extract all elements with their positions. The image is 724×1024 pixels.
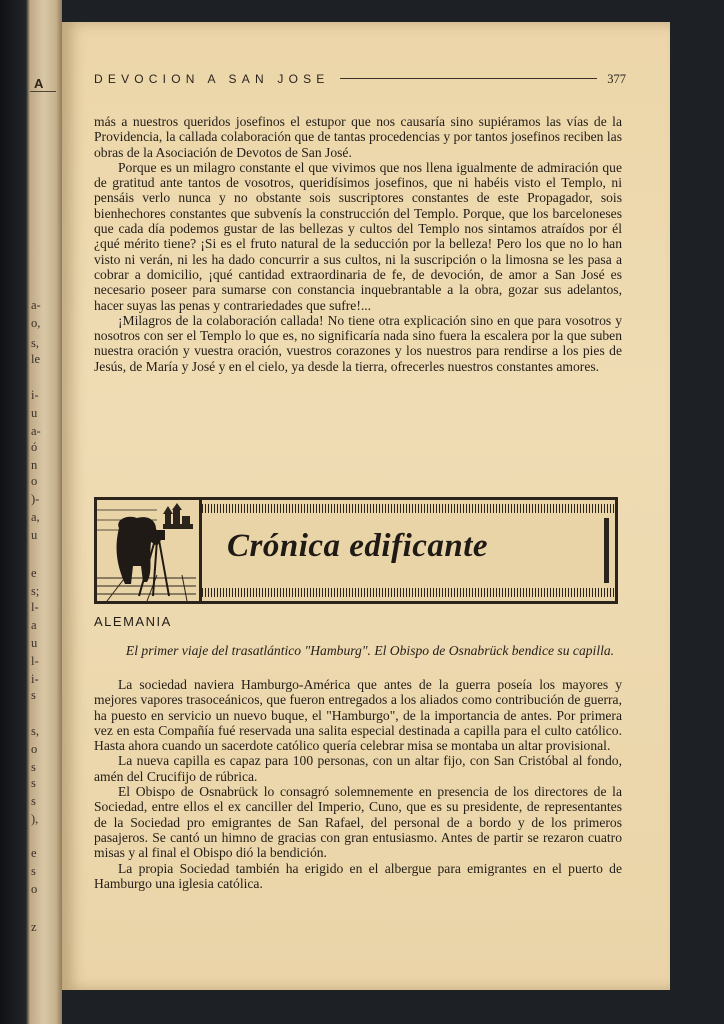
previous-page-fragment: i- bbox=[31, 672, 39, 686]
previous-page-fragment: n bbox=[31, 458, 38, 472]
intro-text bbox=[94, 114, 622, 374]
previous-page-fragment: s bbox=[31, 794, 36, 808]
section-banner bbox=[94, 497, 618, 604]
previous-page-fragment: u bbox=[31, 528, 38, 542]
previous-page-fragment: z bbox=[31, 920, 37, 934]
previous-page-fragment: o, bbox=[31, 316, 41, 330]
banner-bottom-hatching bbox=[202, 588, 615, 597]
previous-page-fragment: o bbox=[31, 474, 38, 488]
previous-page-fragment: a- bbox=[31, 424, 41, 438]
paragraph: Porque es un milagro constante el que vivimos que nos llena igualmente de admiración que de gratitud ante tantos de vosotros, queridísimos josefinos, que ni habéis visto el Templo, ni pensáis verlo nunca y no obstante sois suscriptores constantes de este Propagador, sois bienhechores constantes que subvenís la construcción del Templo. Porque, que los barceloneses que cada día podemos gustar de las bellezas y cultos del Templo nos sintamos atraídos por él ¿qué mérito tiene? ¡Si es el fruto natural de la seducción por la belleza! Pero los que no lo han visto ni verán, ni les ha dado concurrir a sus cultos, ni la suscripción o la limosna se les pasa a cobrar a domicilio, ¡qué cantidad extraordinaria de fe, de devoción, de amor a San José es necesario poseer para sumarse con constancia inquebrantable a la obra, gozar sus adelantos, hacer suyas las penas y contrariedades que sufre!... bbox=[94, 159, 622, 313]
paragraph: La sociedad naviera Hamburgo-América que antes de la guerra poseía los mayores y mejores vapores trasoceánicos, que fueron entregados a los aliados como contribución de guerra, ha puesto en servicio un nuevo buque, el "Hamburgo", de la importancia de antes. Por primera vez en esta Compañía fué reservada una salita especial destinada a capilla para el culto católico. Hasta ahora cuando un sacerdote católico quería celebrar misa se montaba un altar provisional. bbox=[94, 677, 622, 754]
previous-page-edge bbox=[30, 76, 58, 92]
paragraph: ¡Milagros de la colaboración callada! No tiene otra explicación sino en que para vosotros y nosotros con ser el Templo lo que es, no significaría nada sino fuera la escalera por la que suben nuestra oración y vuestra oración, vuestros corazones y los nuestros para rendirse a los pies de Jesús, de María y José y en el cielo, ya desde la tierra, ofrecerles nuestros constantes amores. bbox=[94, 312, 622, 374]
previous-page-fragment: i- bbox=[31, 388, 39, 402]
page-number: 377 bbox=[607, 72, 626, 86]
article-subtitle: El primer viaje del trasatlántico "Hamburg". El Obispo de Osnabrück bendice su capilla. bbox=[125, 643, 615, 658]
previous-page-header-letter: A bbox=[30, 76, 56, 92]
previous-page-fragment: o bbox=[31, 882, 38, 896]
previous-page-fragment: s bbox=[31, 776, 36, 790]
banner-side-bar bbox=[604, 518, 609, 583]
previous-page-fragment: l- bbox=[31, 654, 39, 668]
section-country-heading: ALEMANIA bbox=[94, 614, 172, 629]
previous-page-fragment: ), bbox=[31, 812, 39, 826]
book-page bbox=[62, 22, 670, 990]
previous-page-fragment: a- bbox=[31, 298, 41, 312]
previous-page-fragment: l- bbox=[31, 600, 39, 614]
previous-page-fragment: o bbox=[31, 742, 38, 756]
previous-page-fragment: a, bbox=[31, 510, 40, 524]
paragraph: La nueva capilla es capaz para 100 personas, con un altar fijo, con San Cristóbal al fondo, amén del Crucifijo de rúbrica. bbox=[94, 753, 622, 784]
previous-page-fragment: u bbox=[31, 406, 38, 420]
previous-page-fragment: s bbox=[31, 864, 36, 878]
paragraph: La propia Sociedad también ha erigido en el albergue para emigrantes en el puerto de Hamburgo una iglesia católica. bbox=[94, 860, 622, 891]
previous-page-fragment: a bbox=[31, 618, 37, 632]
previous-page-fragment: s, bbox=[31, 724, 39, 738]
previous-page-fragment: ó bbox=[31, 440, 38, 454]
previous-page-fragment: s; bbox=[31, 584, 40, 598]
banner-top-hatching bbox=[202, 504, 615, 513]
paragraph: El Obispo de Osnabrück lo consagró solemnemente en presencia de los directores de la Sociedad, entre ellos el ex canciller del Imperio, Cuno, que es su presidente, de representantes de la Sociedad pro emigrantes de San Rafael, del personal de a bordo y de los primeros pasajeros. Se cantó un himno de gracias con gran entusiasmo. Antes de partir se rezaron cuatro misas y al final el Obispo dió la bendición. bbox=[94, 784, 622, 861]
previous-page-fragment: e bbox=[31, 846, 37, 860]
previous-page-fragment: u bbox=[31, 636, 38, 650]
previous-page-fragment: s bbox=[31, 688, 36, 702]
banner-title: Crónica edificante bbox=[227, 528, 489, 564]
previous-page-fragment: s bbox=[31, 760, 36, 774]
header-rule bbox=[340, 78, 598, 79]
article-text bbox=[94, 677, 622, 891]
running-title: DEVOCION A SAN JOSE bbox=[94, 72, 330, 86]
photographer-vignette-icon bbox=[97, 500, 202, 601]
paragraph: más a nuestros queridos josefinos el estupor que nos causaría sino supiéramos las vías de la Providencia, la callada colaboración que de tantas procedencias y por tantos josefinos reciben las obras de la Asociación de Devotos de San José. bbox=[94, 114, 622, 160]
previous-page-fragment: s, bbox=[31, 336, 39, 350]
running-header bbox=[94, 72, 626, 92]
previous-page-fragment: e bbox=[31, 566, 37, 580]
previous-page-fragment: )- bbox=[31, 492, 40, 506]
previous-page-fragment: le bbox=[31, 352, 41, 366]
